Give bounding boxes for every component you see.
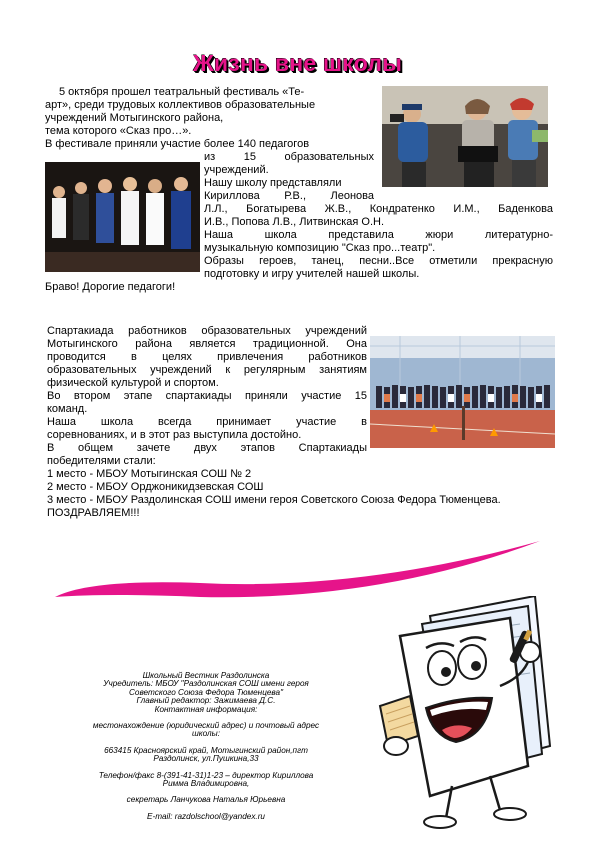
sport-line: Во втором этапе спартакиады приняли участие 15 (47, 390, 367, 402)
festival-line: учреждений. (204, 164, 269, 176)
footer-line: местонахождение (юридический адрес) и почтовый адрес (92, 721, 320, 731)
sport-line: ПОЗДРАВЛЯЕМ!!! (47, 507, 140, 519)
festival-line: 5 октября прошел театральный фестиваль «Те- (59, 86, 305, 98)
footer-line: E-mail: razdolschool@yandex.ru (147, 811, 265, 821)
sport-line: соревнованиях, и в этот раз выступила достойно. (47, 429, 302, 441)
festival-singers-photo (45, 162, 200, 272)
festival-line: Образы героев, танец, песни..Все отметили прекрасную (204, 255, 553, 267)
festival-line: Нашу школу представляли (204, 177, 342, 189)
sport-line: В общем зачете двух этапов Спартакиады (47, 442, 367, 454)
footer-line: Телефон/факс 8-(391-41-31)1-23 – директор Кириллова (98, 770, 314, 780)
festival-text-top (45, 86, 375, 151)
festival-singers-image (45, 162, 200, 272)
footer-line: Учредитель: МБОУ "Раздолинская СОШ имени героя (103, 679, 309, 689)
sport-results (47, 468, 557, 520)
sport-line: 2 место - МБОУ Орджоникидзевская СОШ (47, 481, 264, 493)
footer-line: школы: (192, 729, 220, 739)
sport-line: команд. (47, 403, 88, 415)
sport-line: физической культурой и спортом. (47, 377, 219, 389)
festival-line: тема которого «Сказ про…». (45, 125, 192, 137)
festival-line: Л.Л., Богатырева Ж.В., Кондратенко И.М., Баденкова (204, 203, 553, 215)
sport-line: победителями стали: (47, 455, 156, 467)
footer-line: 663415 Красноярский край, Мотыгинский район,пгт (104, 745, 308, 755)
sport-line: Мотыгинского района является традиционной. Она (47, 338, 367, 350)
masthead-footer (52, 672, 360, 821)
spartakiad-image (370, 336, 555, 448)
footer-line: Главный редактор: Зажимаева Д.С. (136, 696, 276, 706)
footer-line: Римма Владимировна, (162, 779, 250, 789)
newspaper-character-icon (360, 596, 560, 831)
festival-line: В фестивале приняли участие более 140 педагогов (45, 138, 310, 150)
festival-line: Наша школа представила жюри литературно- (204, 229, 553, 241)
sport-line: проводится в целях привлечения работников (47, 351, 367, 363)
footer-line: Советского Союза Федора Тюменцева" (129, 687, 283, 697)
sport-line: образовательных учреждений к регулярным занятиям (47, 364, 367, 376)
festival-line: Кириллова Р.В., Леонова (204, 190, 374, 202)
sport-line: Спартакиада работников образовательных учреждений (47, 325, 367, 337)
festival-line: музыкальную композицию "Сказ про...театр". (204, 242, 436, 254)
festival-line: подготовку и игру учителей нашей школы. (204, 268, 420, 280)
footer-line: Школьный Вестник Раздолинска (142, 671, 270, 680)
footer-line: Контактная информация: (154, 704, 258, 714)
festival-text-right (204, 151, 553, 281)
festival-line: из 15 образовательных (204, 151, 374, 163)
festival-closing: Браво! Дорогие педагоги! (45, 281, 176, 293)
sport-line: 3 место - МБОУ Раздолинская СОШ имени героя Советского Союза Федора Тюменцева. (47, 494, 501, 506)
spartakiad-photo (370, 336, 555, 448)
sport-line: 1 место - МБОУ Мотыгинская СОШ № 2 (47, 468, 252, 480)
festival-line: арт», среди трудовых коллективов образовательные (45, 99, 316, 111)
festival-line: И.В., Попова Л.В., Литвинская О.Н. (204, 216, 385, 228)
footer-line: Раздолинск, ул.Пушкина,33 (153, 754, 259, 764)
sport-line: Наша школа всегда принимает участие в (47, 416, 367, 428)
sport-text (47, 325, 367, 468)
footer-line: секретарь Ланчукова Наталья Юрьевна (126, 795, 286, 805)
festival-line: учреждений Мотыгинского района, (45, 112, 224, 124)
page-title: Жизнь вне школы (192, 50, 403, 76)
